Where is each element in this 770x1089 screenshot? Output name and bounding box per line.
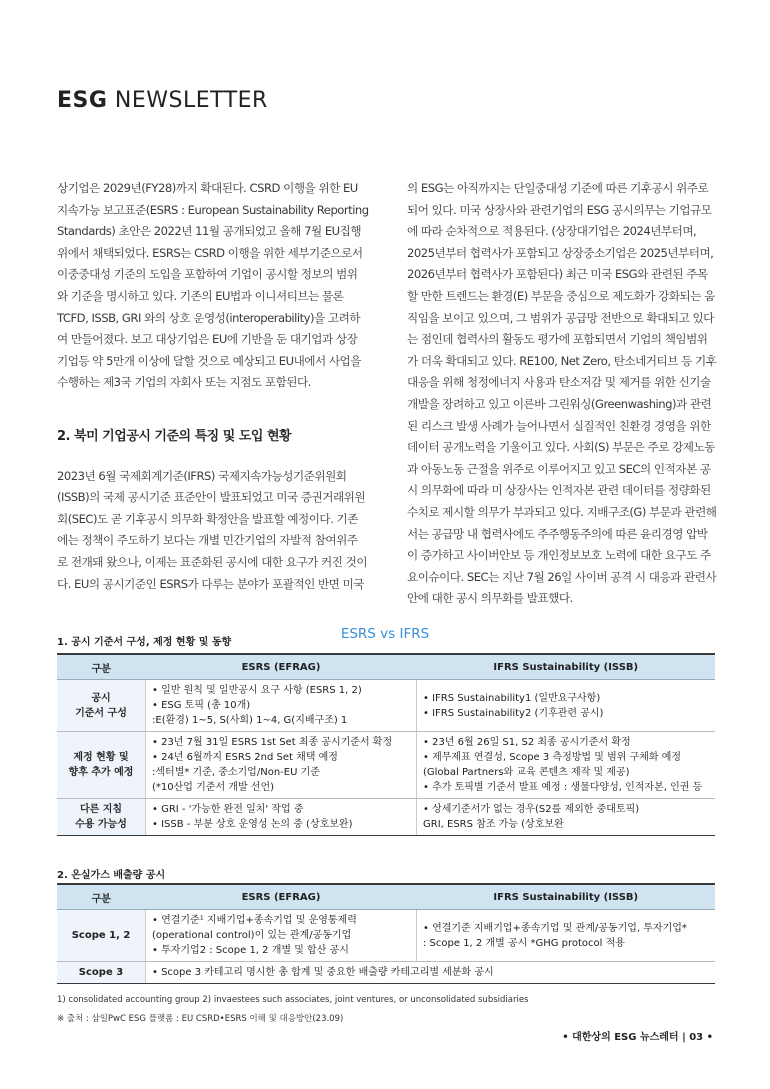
cell-line: (Global Partners와 교육 콘텐츠 제작 및 제공) [423,767,630,778]
text-line: 위에서 채택되었다. ESRS는 CSRD 이행을 위한 세부기준으로서 [57,245,363,260]
esrs-cell [146,799,417,836]
header-esrs: ESRS (EFRAG) [146,654,417,680]
table-title: ESRS vs IFRS [340,626,430,642]
cell-line: (operational control)이 있는 관계/공동기업 [152,930,352,941]
text-line: 의 ESG는 아직까지는 단일중대성 기준에 따른 기후공시 위주로 [407,181,709,195]
cell-line: :E(환경) 1~5, S(사회) 1~4, G(지배구조) 1 [152,715,348,726]
header-esrs: ESRS (EFRAG) [146,884,417,910]
text-line: 이중중대성 기준의 도입을 포함하여 기업이 공시할 정보의 범위 [57,267,358,282]
footnote-definitions: 1) consolidated accounting group 2) invaestees such associates, joint ventures, or unconsolidated subsidiaries [57,995,529,1005]
text-line: 데이터 공개노력을 기울이고 있다. 사회(S) 부문은 주로 강제노동 [407,440,715,455]
ghg-emissions-table [57,883,715,984]
cell-line: :섹터별* 기준, 중소기업/Non-EU 기준 [152,767,320,778]
text-line: 되어 있다. 미국 상장사와 관련기업의 ESG 공시의무는 기업규모 [407,202,712,217]
cell-line: • 투자기업2 : Scope 1, 2 개별 및 합산 공시 [152,945,349,956]
text-line: 다. EU의 공시기준인 ESRS가 다루는 분야가 포괄적인 반면 미국 [57,576,364,591]
text-line: 할 만한 트렌드는 환경(E) 부문을 중심으로 제도화가 강화되는 움 [407,288,715,303]
text-line: 는 점인데 협력사의 활동도 평가에 포함되면서 기업의 책임범위 [407,332,708,347]
cell-line: 공시 [91,692,111,704]
disclosure-standards-table [57,653,715,836]
ifrs-cell [417,680,716,732]
text-line: 에는 정책이 주도하기 보다는 개별 민간기업의 자발적 참여위주 [57,533,358,548]
cell-line: 제정 현황 및 [73,752,129,763]
row-header: Scope 3 [57,962,146,984]
cell-line: • 연결기준 지배기업+종속기업 및 관계/공동기업, 투자기업* [423,922,687,934]
esrs-cell [146,732,417,799]
esrs-cell [146,680,417,732]
text-line: 2026년부터 협력사가 포함된다) 최근 미국 ESG와 관련된 주목 [407,267,708,282]
text-line: 로 전개돼 왔으나, 이제는 표준화된 공시에 대한 요구가 커진 것이 [57,554,368,569]
text-line: 개발을 장려하고 있고 이른바 그린워싱(Greenwashing)과 관련 [407,396,712,411]
cell-line: GRI, ESRS 참조 가능 (상호보완 [423,819,564,830]
table2-label: 2. 온실가스 배출량 공시 [57,870,166,881]
ifrs-cell [417,732,716,799]
table-row [57,799,715,836]
text-line: 에 따라 순차적으로 적용된다. (상장대기업은 2024년부터며, [407,224,697,239]
text-line: 안에 대한 공시 의무화를 발표했다. [407,591,573,606]
text-line: 시 의무화에 따라 미 상장사는 인적자본 관련 데이터를 정량화된 [407,483,711,498]
cell-line: Scope 1, 2 [71,930,131,941]
text-line: 이 증가하고 사이버안보 등 개인정보보호 노력에 대한 요구도 주 [407,548,711,563]
newsletter-masthead: ESG NEWSLETTER [57,88,268,113]
table1-label: 1. 공시 기준서 구성, 제정 현황 및 동향 [57,637,232,648]
table-row [57,732,715,799]
text-line: 요이슈이다. SEC는 지난 7월 26일 사이버 공격 시 대응과 관련사 [407,569,717,584]
left-paragraph-1 [57,178,369,394]
left-paragraph-2 [57,466,368,596]
esrs-cell [146,910,417,962]
page-footer: • 대한상의 ESG 뉴스레터 | 03 • [562,1032,713,1043]
text-line: 지속가능 보고표준(ESRS : European Sustainability Reporting [57,202,369,217]
cell-line: • 연결기준¹ 지배기업+종속기업 및 운영통제력 [152,915,357,926]
header-ifrs: IFRS Sustainability (ISSB) [417,654,716,680]
cell-line: • 23년 6월 26일 S1, S2 최종 공시기준서 확정 [423,737,631,748]
scope3-cell: • Scope 3 카테고리 명시한 총 합계 및 중요한 배출량 카테고리별 세분화 공시 [146,962,716,984]
row-header [57,910,146,962]
cell-line: • 24년 6월까지 ESRS 2nd Set 채택 예정 [152,752,338,763]
text-line: 2023년 6월 국제회계기준(IFRS) 국제지속가능성기준위원회 [57,468,347,483]
cell-line: : Scope 1, 2 개별 공시 *GHG protocol 적용 [423,937,625,949]
text-line: 2025년부터 협력사가 포함되고 상장중소기업은 2025년부터며, [407,245,714,260]
cell-line: • GRI - '가능한 완전 일치' 작업 중 [152,804,304,815]
header-ifrs: IFRS Sustainability (ISSB) [417,884,716,910]
right-column [407,178,715,610]
table-row [57,962,715,984]
header-category: 구분 [57,654,146,680]
left-column [57,178,369,595]
row-header [57,680,146,732]
cell-line: 향후 추가 예정 [68,767,134,778]
cell-line: 기준서 구성 [75,707,127,719]
cell-line: • 일반 원칙 및 일반공시 요구 사항 (ESRS 1, 2) [152,685,362,696]
text-line: 수치로 제시할 의무가 부과되고 있다. 지배구조(G) 부문과 관련해 [407,504,717,519]
cell-line: • 추가 토픽별 기준서 발표 예정 : 생물다양성, 인적자본, 인권 등 [423,782,703,793]
header-category: 구분 [57,884,146,910]
text-line: 와 기준을 명시하고 있다. 기존의 EU법과 이니셔티브는 물론 [57,288,344,303]
text-line: 직임을 보이고 있으며, 그 범위가 공급망 전반으로 확대되고 있다 [407,310,714,325]
text-line: 수행하는 제3국 기업의 자회사 또는 지점도 포함된다. [57,375,311,390]
text-line: 된 리스크 발생 사례가 늘어나면서 실질적인 친환경 경영을 위한 [407,418,711,433]
cell-line: • 제무제표 연결성, Scope 3 측정방법 및 범위 구체화 예정 [423,752,682,763]
text-line: 서는 공급망 내 협력사에도 주주행동주의에 따른 윤리경영 압박 [407,526,708,541]
ifrs-cell [417,799,716,836]
cell-line: • 23년 7월 31일 ESRS 1st Set 최종 공시기준서 확정 [152,737,393,748]
text-line: 상기업은 2029년(FY28)까지 확대된다. CSRD 이행을 위한 EU [57,181,358,195]
cell-line: 다른 지침 [79,804,123,815]
text-line: 대응을 위해 청정에너지 사용과 탄소저감 및 제거를 위한 신기술 [407,375,711,390]
text-line: 여 만들어졌다. 보고 대상기업은 EU에 기반을 둔 대기업과 상장 [57,332,358,347]
cell-line: • ESG 토픽 (총 10개) [152,700,251,711]
source-note: ※ 출처 : 삼일PwC ESG 플랫폼 : EU CSRD•ESRS 이해 및 대응방안(23.09) [57,1014,344,1024]
section-heading: 2. 북미 기업공시 기준의 특징 및 도입 현황 [57,428,292,444]
ifrs-cell [417,910,716,962]
text-line: TCFD, ISSB, GRI 와의 상호 운영성(interoperability)을 고려하 [57,310,361,325]
row-header [57,732,146,799]
text-line: Standards) 초안은 2022년 11월 공개되었고 올해 7월 EU집행 [57,224,362,239]
cell-line: • IFRS Sustainability2 (기후관련 공시) [423,707,604,719]
text-line: 회(SEC)도 곧 기후공시 의무화 확정안을 발표할 예정이다. 기존 [57,511,358,526]
cell-line: (*10산업 기준서 개발 선언) [152,782,275,793]
text-line: 과 아동노동 근절을 위주로 이루어지고 있고 SEC의 인적자본 공 [407,461,711,476]
text-line: 기업등 약 5만개 이상에 달할 것으로 예상되고 EU내에서 사업을 [57,353,361,368]
text-line: (ISSB)의 국제 공시기준 표준안이 발표되었고 미국 증권거래위원 [57,490,366,505]
text-line: 가 더욱 확대되고 있다. RE100, Net Zero, 탄소네거티브 등 기후 [407,353,717,368]
table-row [57,910,715,962]
cell-line: • ISSB - 부분 상호 운영성 논의 중 (상호보완) [152,819,353,830]
row-header [57,799,146,836]
table-row [57,680,715,732]
cell-line: • 상세기준서가 없는 경우(S2를 제외한 중대토픽) [423,804,640,815]
cell-line: 수용 가능성 [75,819,127,830]
cell-line: • IFRS Sustainability1 (일반요구사항) [423,692,601,704]
